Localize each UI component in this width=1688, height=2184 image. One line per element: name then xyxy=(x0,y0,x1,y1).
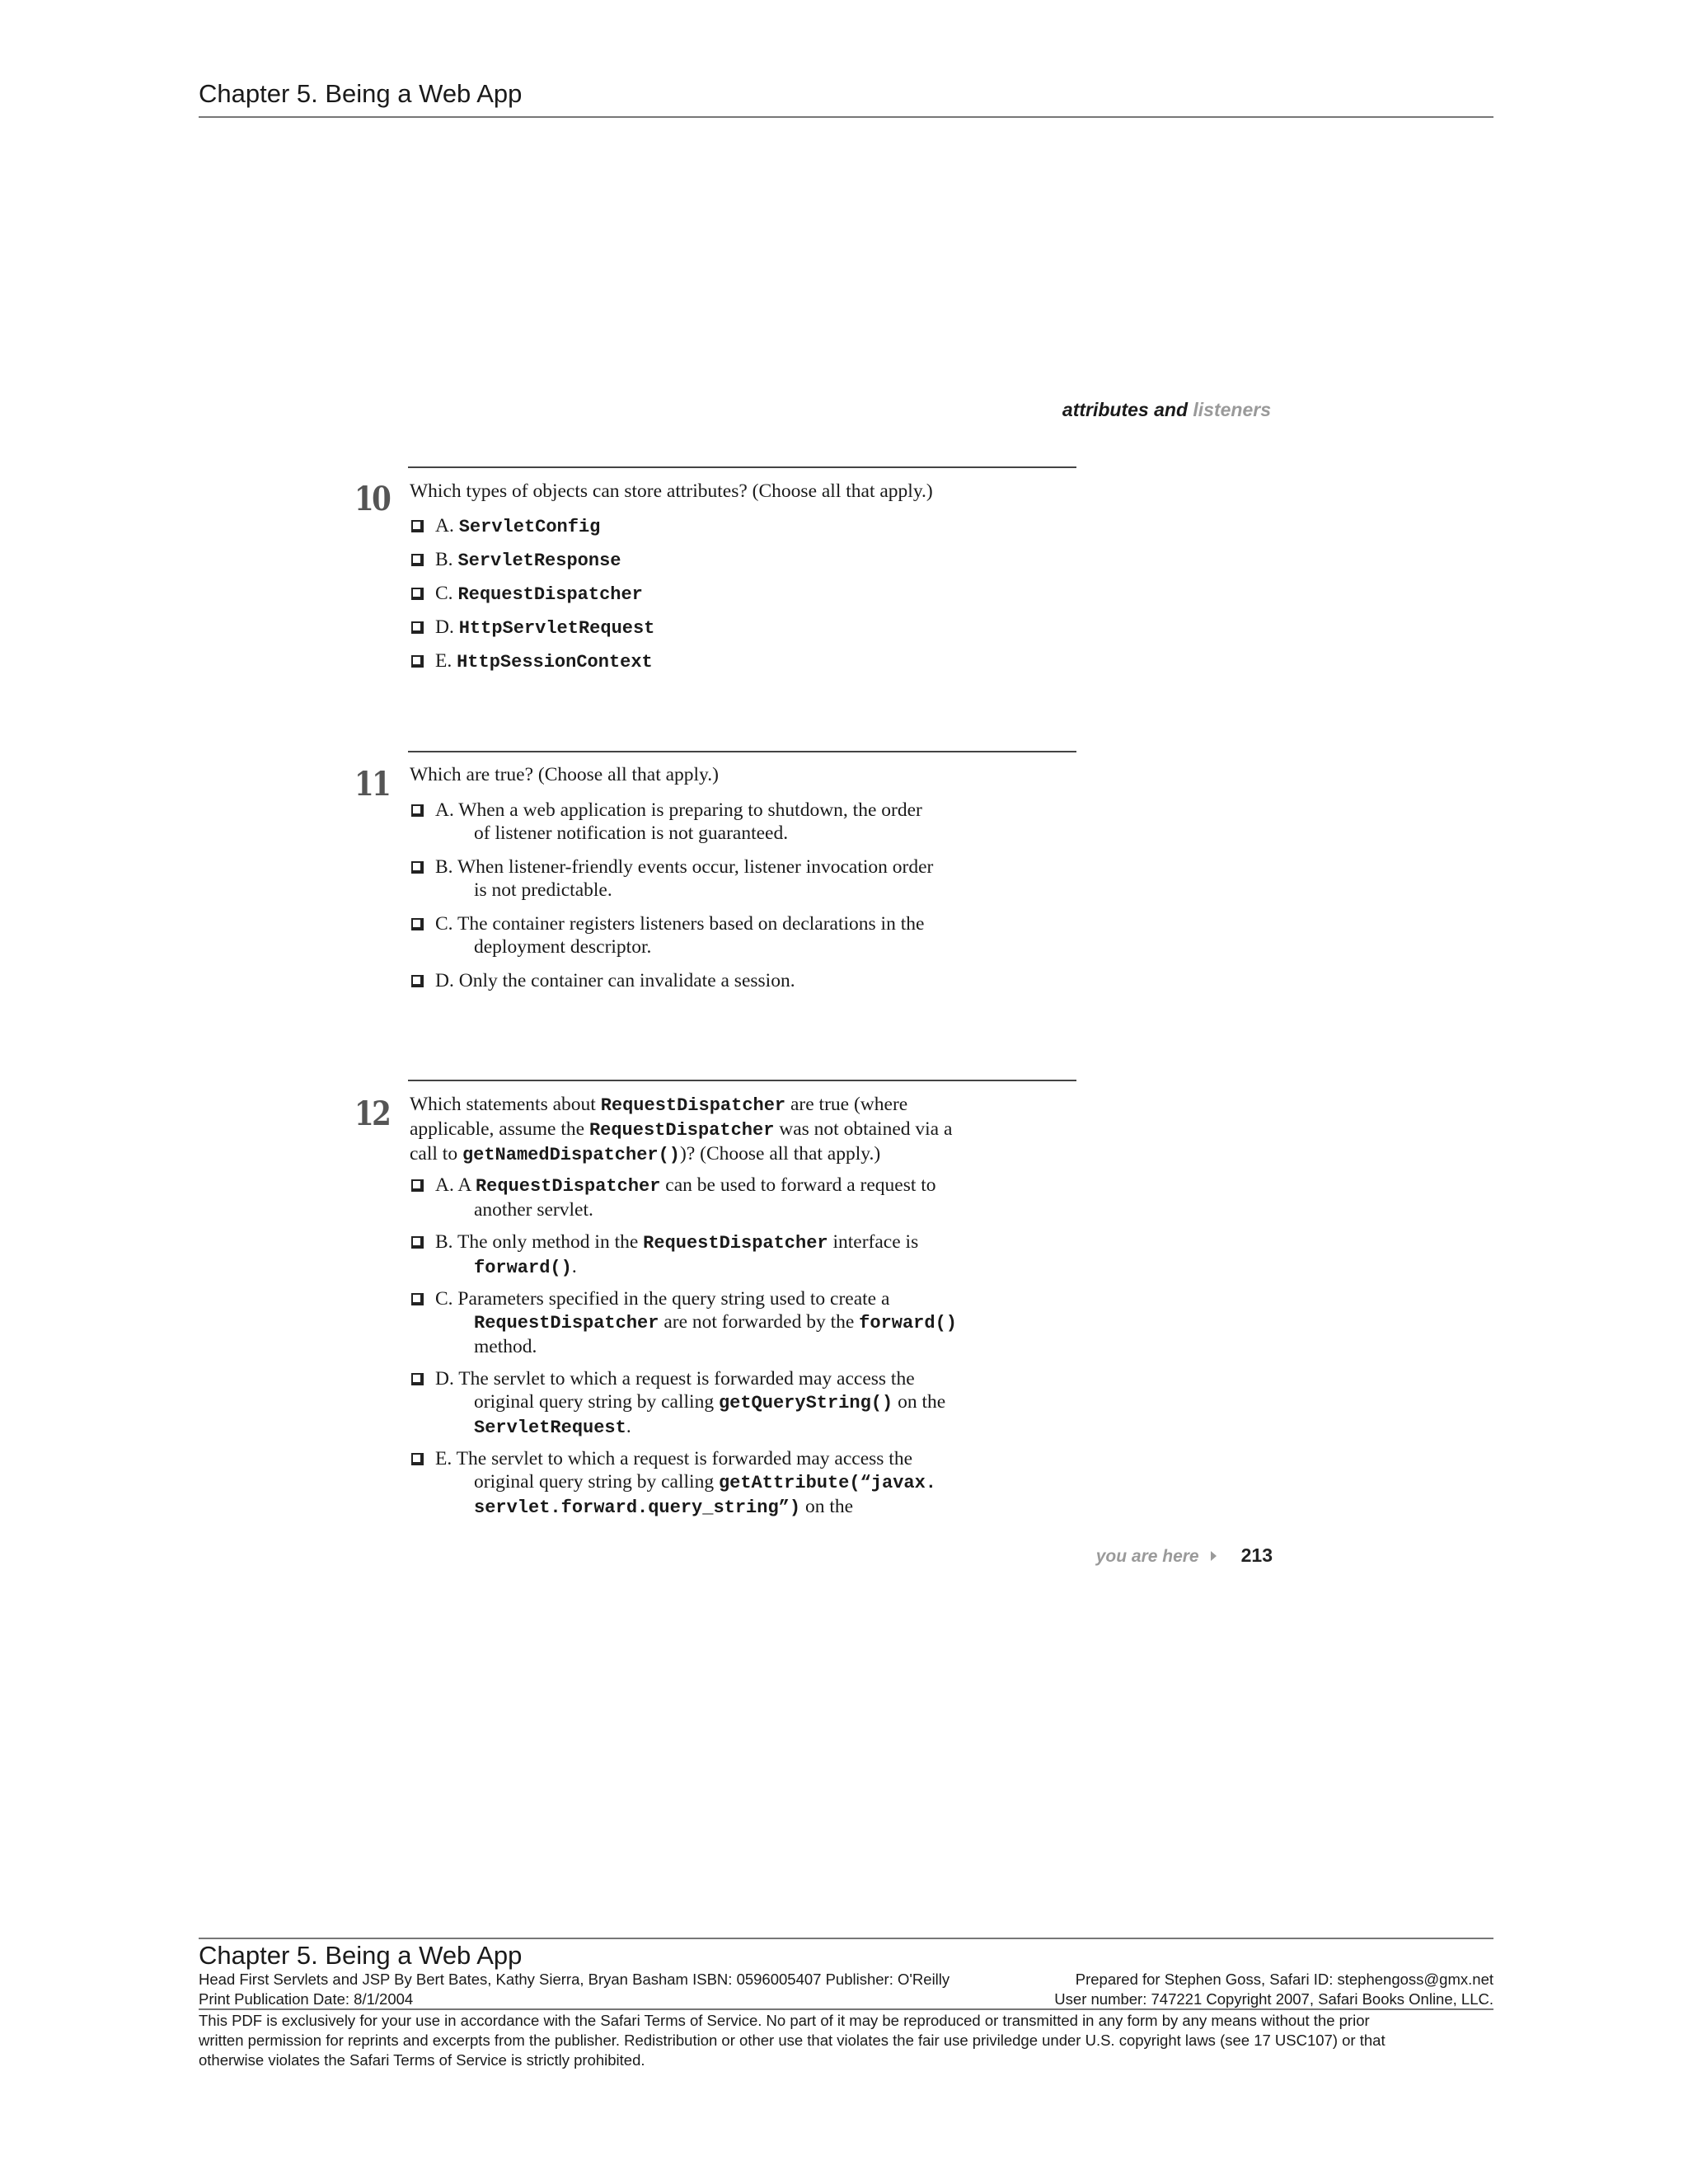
question-11-option-b[interactable]: B. When listener-friendly events occur, listener invocation order is not predictable. xyxy=(411,855,1013,902)
footer-prepared-for: Prepared for Stephen Goss, Safari ID: stephengoss@gmx.net xyxy=(1075,1971,1493,1988)
question-12-option-e[interactable]: E. The servlet to which a request is forwarded may access the original query string by calling getAttribute(“javax. servlet.forward.query_string”) on the xyxy=(411,1447,1013,1520)
checkbox-icon[interactable] xyxy=(411,621,424,634)
running-head-bold: attributes and xyxy=(1062,399,1188,420)
question-10-option-c[interactable]: C. RequestDispatcher xyxy=(411,582,1013,607)
question-11-prompt: Which are true? (Choose all that apply.) xyxy=(410,764,719,785)
footer-legal: This PDF is exclusively for your use in accordance with the Safari Terms of Service. No part of it may be reproduced or transmitted in any form by any means without the prior written permission for reprints and excerpts from the publisher. Redistribution or other use that violates the fair use priviledge under U.S. copyright laws (see 17 USC107) or that otherwise violates the Safari Terms of Service is strictly prohibited. xyxy=(199,2012,1386,2069)
arrow-right-icon xyxy=(1211,1551,1217,1561)
question-10-option-b[interactable]: B. ServletResponse xyxy=(411,548,1013,573)
question-12-prompt: Which statements about RequestDispatcher are true (where applicable, assume the RequestDispatcher was not obtained via a call to getNamedDispatcher())? (Choose all that apply.) xyxy=(410,1094,953,1165)
question-11-divider xyxy=(408,751,1076,752)
footer-user-number: User number: 747221 Copyright 2007, Safari Books Online, LLC. xyxy=(1054,1990,1493,2008)
checkbox-icon[interactable] xyxy=(411,554,424,566)
header-divider xyxy=(199,116,1493,118)
checkbox-icon[interactable] xyxy=(411,1373,424,1385)
checkbox-icon[interactable] xyxy=(411,588,424,600)
checkbox-icon[interactable] xyxy=(411,861,424,874)
checkbox-icon[interactable] xyxy=(411,1236,424,1249)
chapter-header: Chapter 5. Being a Web App xyxy=(199,79,523,108)
question-11-option-c[interactable]: C. The container registers listeners based on declarations in the deployment descriptor. xyxy=(411,912,1013,958)
question-12-option-c[interactable]: C. Parameters specified in the query string used to create a RequestDispatcher are not forwarded by the forward() method. xyxy=(411,1287,1013,1358)
question-10-number: 10 xyxy=(354,480,390,518)
you-are-here-label: you are here xyxy=(1095,1547,1199,1566)
question-12-divider xyxy=(408,1080,1076,1081)
question-12-option-a[interactable]: A. A RequestDispatcher can be used to forward a request to another servlet. xyxy=(411,1174,1013,1221)
running-head xyxy=(907,399,1271,421)
footer-chapter-title: Chapter 5. Being a Web App xyxy=(199,1941,523,1970)
footer-divider-top xyxy=(199,1938,1493,1939)
question-12-option-d[interactable]: D. The servlet to which a request is forwarded may access the original query string by calling getQueryString() on the ServletRequest. xyxy=(411,1367,1013,1440)
checkbox-icon[interactable] xyxy=(411,1293,424,1305)
footer-divider-bottom xyxy=(199,2008,1493,2010)
checkbox-icon[interactable] xyxy=(411,918,424,930)
question-10-option-d[interactable]: D. HttpServletRequest xyxy=(411,616,1013,640)
question-11-option-a[interactable]: A. When a web application is preparing to shutdown, the order of listener notification is not guaranteed. xyxy=(411,799,1013,845)
checkbox-icon[interactable] xyxy=(411,655,424,668)
question-10-option-a[interactable]: A. ServletConfig xyxy=(411,514,1013,539)
footer-pub-line: Print Publication Date: 8/1/2004 User number: 747221 Copyright 2007, Safari Books Online, LLC. xyxy=(199,1990,1493,2008)
running-head-gray: listeners xyxy=(1193,399,1271,420)
page-reference xyxy=(1022,1544,1273,1567)
page-number: 213 xyxy=(1240,1544,1273,1566)
checkbox-icon[interactable] xyxy=(411,1453,424,1465)
question-10-divider xyxy=(408,466,1076,468)
checkbox-icon[interactable] xyxy=(411,804,424,817)
question-11-number: 11 xyxy=(354,765,390,804)
question-12-number: 12 xyxy=(354,1094,390,1133)
question-10-prompt: Which types of objects can store attributes? (Choose all that apply.) xyxy=(410,480,933,502)
question-12-option-b[interactable]: B. The only method in the RequestDispatcher interface is forward(). xyxy=(411,1230,1013,1280)
checkbox-icon[interactable] xyxy=(411,520,424,532)
footer-book-line: Head First Servlets and JSP By Bert Bates, Kathy Sierra, Bryan Basham ISBN: 0596005407 Publisher: O'Reilly Prepared for Stephen Goss, Safari ID: stephengoss@gmx.net xyxy=(199,1971,1493,1988)
question-11-option-d[interactable]: D. Only the container can invalidate a session. xyxy=(411,969,1013,992)
question-10-option-e[interactable]: E. HttpSessionContext xyxy=(411,649,1013,674)
checkbox-icon[interactable] xyxy=(411,975,424,987)
checkbox-icon[interactable] xyxy=(411,1179,424,1192)
